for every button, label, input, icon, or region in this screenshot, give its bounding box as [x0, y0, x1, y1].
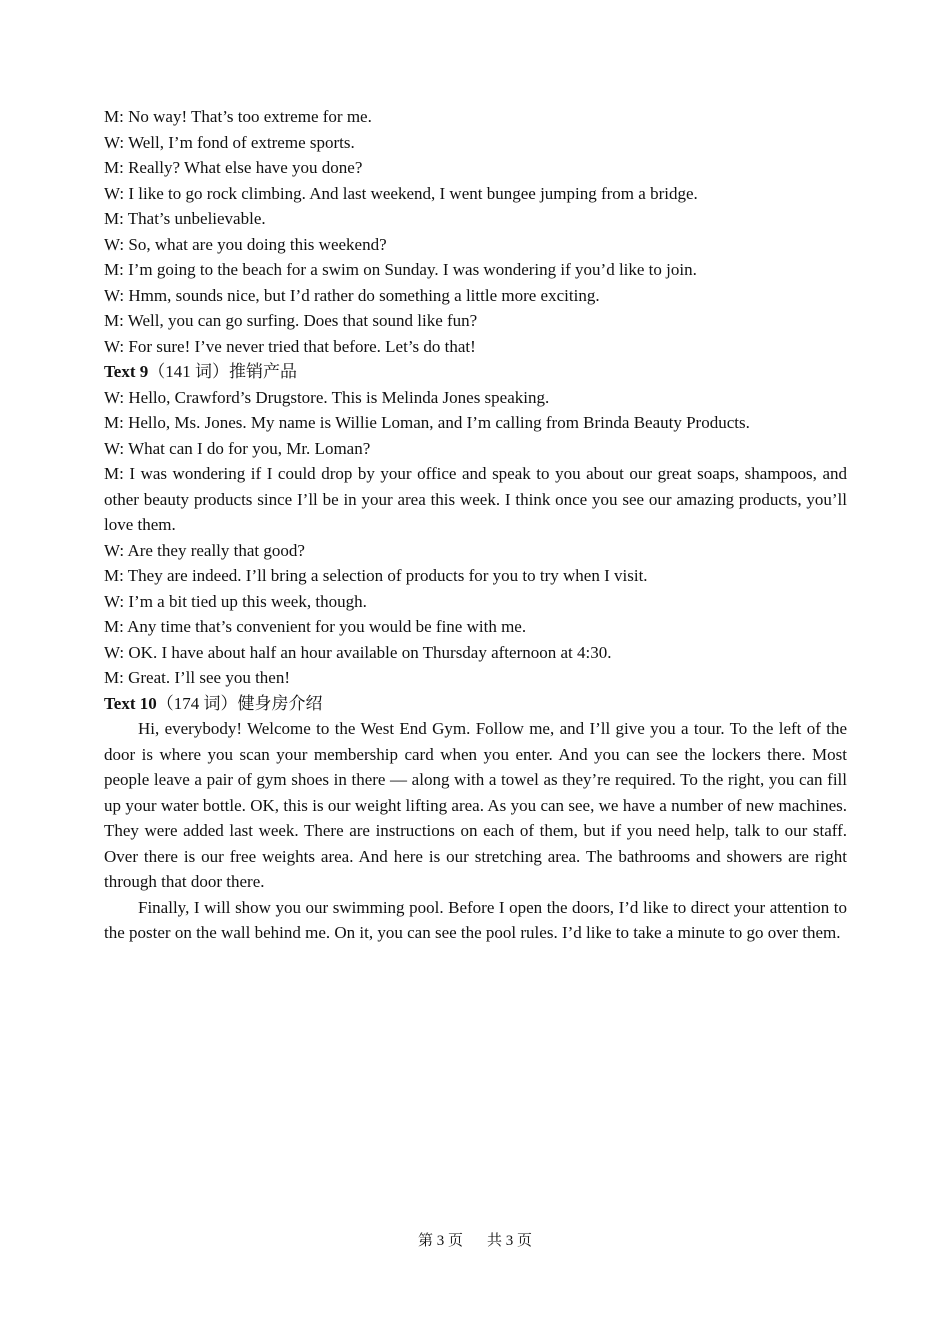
dialogue-line: M: Great. I’ll see you then! — [104, 668, 290, 687]
text10-note: （174 词）健身房介绍 — [156, 693, 323, 713]
dialogue-line: M: Any time that’s convenient for you would be fine with me. — [104, 617, 527, 636]
dialogue-line: W: I like to go rock climbing. And last weekend, I went bungee jumping from a bridge. — [104, 183, 698, 203]
text9-label: Text 9 — [104, 362, 149, 381]
page-footer — [0, 1230, 950, 1252]
text9-note: （141 词）推销产品 — [148, 362, 297, 381]
text10-label: Text 10 — [104, 693, 157, 713]
page-total: 共 3 页 — [487, 1233, 533, 1249]
dialogue-line: M: Well, you can go surfing. Does that sound like fun? — [104, 311, 478, 330]
dialogue-line: M: That’s unbelievable. — [104, 209, 266, 228]
monologue-paragraph: Finally, I will show you our swimming pool. Before I open the doors, I’d like to direct your attention to the poster on the wall behind me. On it, you can see the pool rules. I’d like to take a minute to go over them. — [104, 897, 847, 942]
dialogue-line: M: I was wondering if I could drop by your office and speak to you about our great soaps, shampoos, and other beauty products since I’ll be in your area this week. I think once you see our amazing products, you’ll love them. — [104, 464, 847, 534]
dialogue-line: W: Are they really that good? — [104, 540, 305, 560]
dialogue-line: W: Hmm, sounds nice, but I’d rather do something a little more exciting. — [104, 285, 600, 305]
dialogue-line: M: No way! That’s too extreme for me. — [104, 107, 372, 126]
page-number: 第 3 页 — [417, 1233, 463, 1249]
dialogue-line: M: Hello, Ms. Jones. My name is Willie Loman, and I’m calling from Brinda Beauty Products. — [104, 413, 750, 432]
dialogue-line: W: For sure! I’ve never tried that before. Let’s do that! — [104, 336, 476, 356]
dialogue-line: W: OK. I have about half an hour available on Thursday afternoon at 4:30. — [104, 642, 612, 662]
text9-heading — [104, 359, 847, 385]
dialogue-line: W: So, what are you doing this weekend? — [104, 234, 387, 254]
dialogue-line: W: I’m a bit tied up this week, though. — [104, 591, 367, 611]
text10-heading — [104, 691, 847, 717]
page-content — [104, 104, 847, 946]
dialogue-line: M: They are indeed. I’ll bring a selection of products for you to try when I visit. — [104, 566, 648, 585]
dialogue-line: M: I’m going to the beach for a swim on Sunday. I was wondering if you’d like to join. — [104, 260, 697, 279]
dialogue-line: W: Well, I’m fond of extreme sports. — [104, 132, 355, 152]
dialogue-line: W: What can I do for you, Mr. Loman? — [104, 438, 371, 458]
dialogue-line: M: Really? What else have you done? — [104, 158, 363, 177]
monologue-paragraph: Hi, everybody! Welcome to the West End Gym. Follow me, and I’ll give you a tour. To the left of the door is where you scan your membership card when you enter. And you can see the lockers there. Most people leave a pair of gym shoes in there — along with a towel as they’re required. To the right, you can fill up your water bottle. OK, this is our weight lifting area. As you can see, we have a number of new machines. They were added last week. There are instructions on each of them, but if you need help, talk to our staff. Over there is our free weights area. And here is our stretching area. The bathrooms and showers are right through that door there. — [104, 719, 847, 891]
dialogue-line: W: Hello, Crawford’s Drugstore. This is Melinda Jones speaking. — [104, 387, 550, 407]
